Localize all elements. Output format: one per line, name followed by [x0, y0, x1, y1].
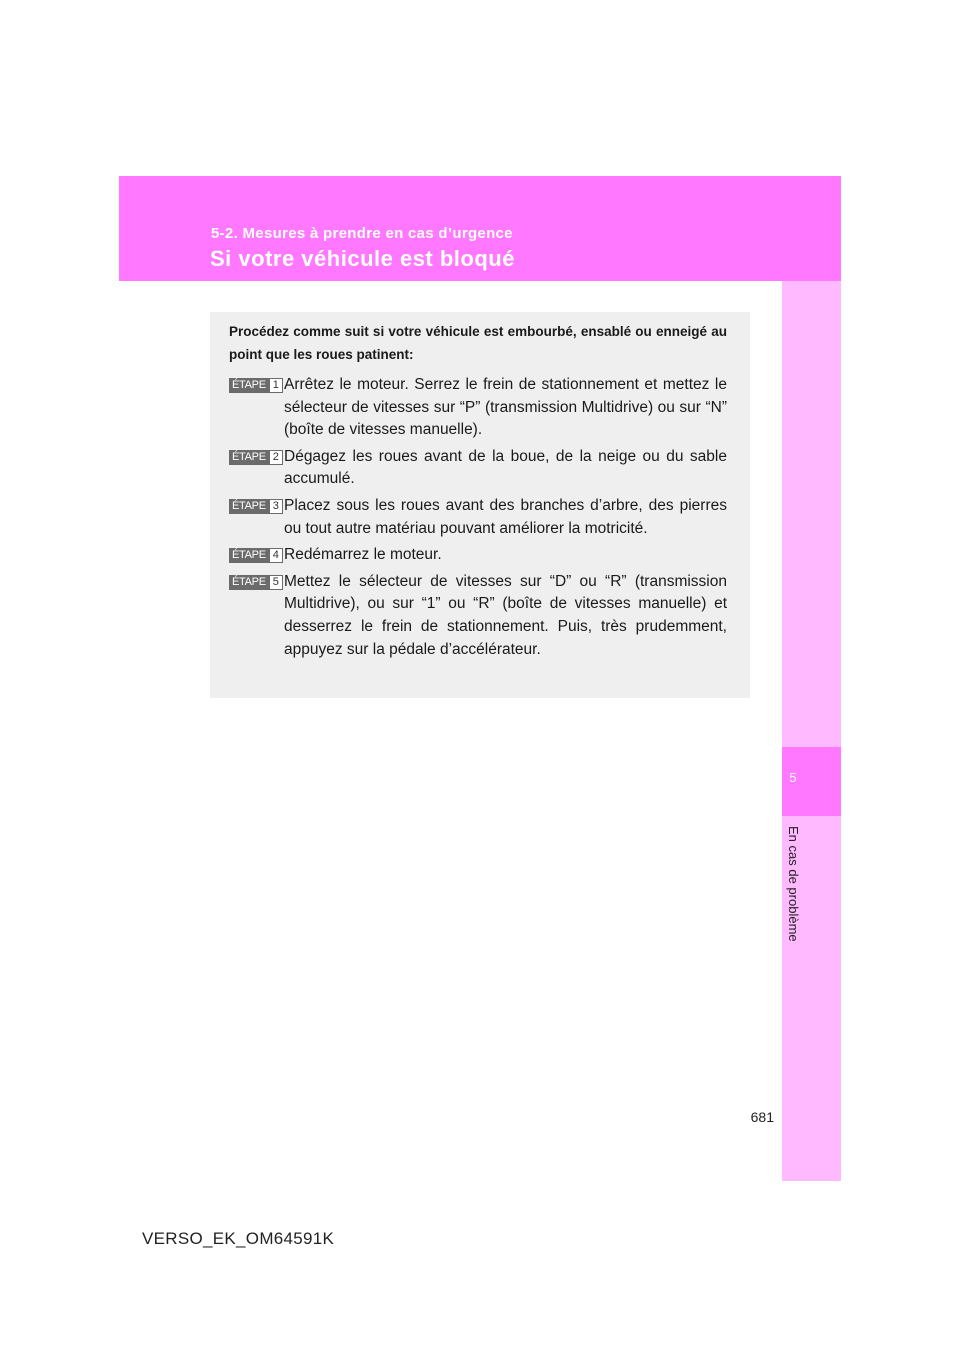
step-badge	[229, 450, 283, 465]
step-badge-label: ÉTAPE	[229, 548, 269, 563]
step-badge-number: 5	[269, 575, 283, 590]
document-code: VERSO_EK_OM64591K	[142, 1229, 335, 1248]
step-badge-number: 2	[269, 450, 283, 465]
step-text: Redémarrez le moteur.	[284, 546, 442, 564]
step-badge	[229, 575, 283, 590]
intro-text: Procédez comme suit si votre véhicule est embourbé, ensablé ou enneigé au point que les roues patinent:	[229, 324, 727, 362]
step-badge-label: ÉTAPE	[229, 450, 269, 465]
section-label: 5-2. Mesures à prendre en cas d’urgence	[211, 225, 513, 242]
step-badge-number: 4	[269, 548, 283, 563]
step-badge	[229, 548, 283, 563]
step-item	[229, 374, 727, 442]
step-badge	[229, 499, 283, 514]
chapter-number: 5	[789, 770, 797, 785]
page-title: Si votre véhicule est bloqué	[210, 246, 515, 271]
step-badge-label: ÉTAPE	[229, 499, 269, 514]
step-item	[229, 446, 727, 491]
instruction-box	[210, 312, 750, 698]
step-item	[229, 495, 727, 540]
step-item	[229, 544, 727, 567]
step-text: Mettez le sélecteur de vitesses sur “D” ou “R” (transmission Multidrive), ou sur “1” ou “R” (boîte de vitesses manuelle) et desserrez le frein de stationnement. Puis, très prudemment, appuyez sur la pédale d’accélérateur.	[284, 572, 727, 658]
step-text: Arrêtez le moteur. Serrez le frein de stationnement et mettez le sélecteur de vitesses sur “P” (transmission Multidrive) ou sur “N” (boîte de vitesses manuelle).	[284, 376, 727, 439]
step-item	[229, 571, 727, 661]
step-badge-number: 1	[269, 378, 283, 393]
page-number: 681	[750, 1109, 774, 1125]
step-text: Placez sous les roues avant des branches d’arbre, des pierres ou tout autre matériau pouvant améliorer la motricité.	[284, 496, 727, 537]
step-badge-label: ÉTAPE	[229, 378, 269, 393]
chapter-side-tab	[782, 281, 841, 1181]
step-badge-label: ÉTAPE	[229, 575, 269, 590]
step-text: Dégagez les roues avant de la boue, de la neige ou du sable accumulé.	[284, 447, 727, 488]
step-badge-number: 3	[269, 499, 283, 514]
chapter-title: En cas de problème	[786, 826, 801, 942]
step-badge	[229, 378, 283, 393]
